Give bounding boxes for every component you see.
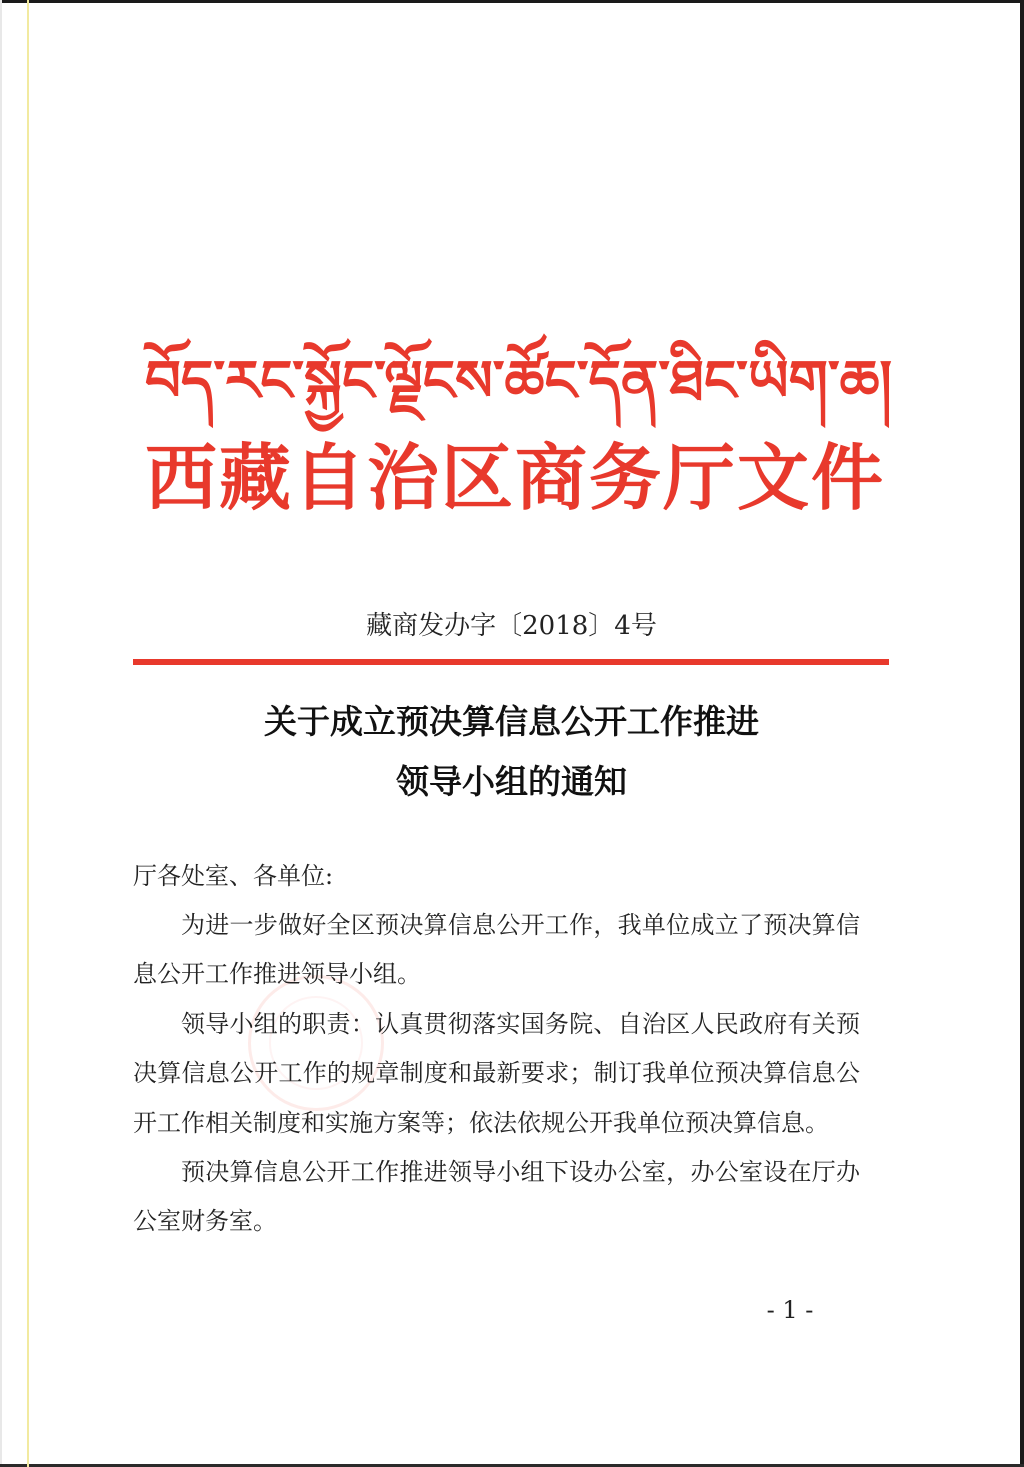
scan-edge-right [1020,0,1024,1467]
notice-body [133,901,860,1247]
notice-title [133,692,890,812]
org-document-title: 西藏自治区商务厅文件 [145,435,886,520]
body-paragraph: 领导小组的职责：认真贯彻落实国务院、自治区人民政府有关预决算信息公开工作的规章制度和最新要求；制订我单位预决算信息公开工作相关制度和实施方案等；依法依规公开我单位预决算信息。 [133,1009,860,1137]
page-number: - 1 - [766,1296,814,1324]
scan-edge-left [0,0,2,1467]
body-paragraph: 为进一步做好全区预决算信息公开工作，我单位成立了预决算信息公开工作推进领导小组。 [133,911,860,989]
body-paragraph: 预决算信息公开工作推进领导小组下设办公室，办公室设在厅办公室财务室。 [133,1158,860,1236]
salutation: 厅各处室、各单位: [133,862,334,890]
notice-title-line-2: 领导小组的通知 [396,762,627,801]
binding-line [27,0,29,1467]
tibetan-org-title: བོད་རང་སྐྱོང་ལྗོངས་ཚོང་དོན་ཐིང་ཡིག་ཆ། [145,349,892,414]
scan-edge-top [0,0,1024,3]
notice-title-line-1: 关于成立预决算信息公开工作推进 [264,702,759,741]
red-divider [133,659,889,665]
document-number: 藏商发办字〔2018〕4号 [366,611,657,641]
